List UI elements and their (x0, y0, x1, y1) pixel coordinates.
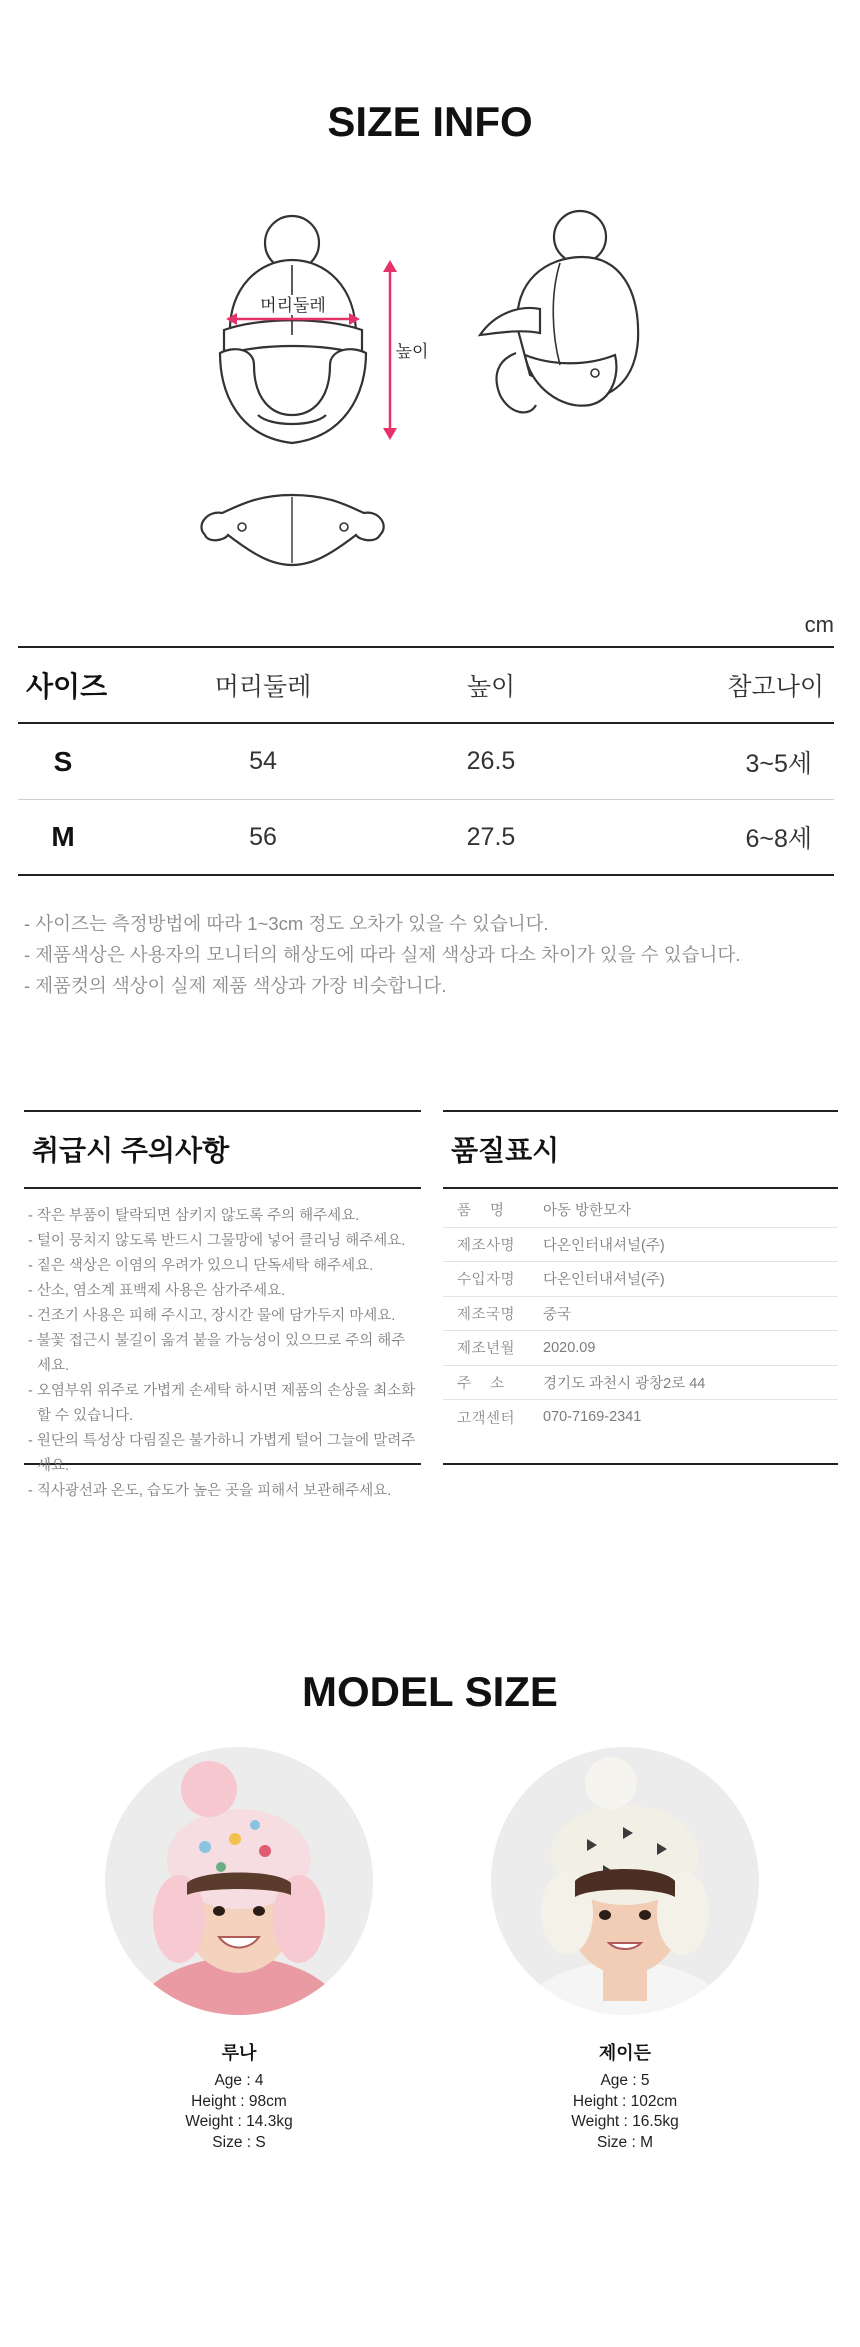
quality-key: 고객센터 (457, 1410, 516, 1427)
list-item: - 오염부위 위주로 가볍게 손세탁 하시면 제품의 손상을 최소화 할 수 있습니다. (28, 1383, 416, 1424)
model-weight: Weight : 16.5kg (571, 2113, 679, 2130)
model-size: Size : M (597, 2133, 653, 2151)
size-cell: S (53, 745, 73, 777)
quality-key: 제조사명 (457, 1237, 516, 1254)
table-row (443, 1331, 838, 1366)
care-title: 취급시 주의사항 (24, 1112, 421, 1189)
model-weight: Weight : 14.3kg (185, 2113, 293, 2130)
height-label: 높이 (395, 342, 429, 362)
hat-size-diagram (180, 205, 680, 575)
size-table-header (18, 646, 834, 724)
table-row (443, 1297, 838, 1332)
note-text: - 사이즈는 측정방법에 따라 1~3cm 정도 오차가 있을 수 있습니다. (24, 913, 549, 934)
header-height: 높이 (466, 673, 516, 701)
quality-value: 2020.09 (543, 1339, 596, 1356)
model-age: Age : 4 (214, 2072, 264, 2089)
size-notes (24, 908, 844, 1001)
height-cell: 26.5 (466, 747, 516, 775)
table-row (443, 1228, 838, 1263)
model-card-jayden (490, 1747, 760, 2153)
list-item: - 짙은 색상은 이염의 우려가 있으니 단독세탁 해주세요. (28, 1258, 374, 1274)
model-photo (491, 1747, 759, 2015)
quality-value: 다온인터내셔널(주) (543, 1272, 665, 1289)
list-item: - 원단의 특성상 다림질은 불가하니 가볍게 털어 그늘에 말려주세요. (28, 1433, 416, 1474)
size-table (18, 646, 834, 876)
model-height: Height : 102cm (572, 2092, 678, 2110)
height-cell: 27.5 (466, 822, 516, 851)
quality-key: 수입자명 (457, 1272, 516, 1289)
model-size-title: MODEL SIZE (302, 1668, 558, 1715)
model-card-luna (104, 1747, 374, 2153)
header-circumference: 머리둘레 (214, 673, 312, 701)
list-item: - 작은 부품이 탈락되면 삼키지 않도록 주의 해주세요. (28, 1208, 360, 1224)
quality-value: 경기도 과천시 광창2로 44 (543, 1375, 706, 1392)
size-cell: M (51, 821, 75, 852)
table-row (443, 1262, 838, 1297)
model-height: Height : 98cm (191, 2092, 287, 2110)
header-size: 사이즈 (26, 671, 108, 702)
quality-table (443, 1189, 838, 1465)
quality-key: 제조년월 (457, 1341, 516, 1358)
list-item: - 털이 뭉치지 않도록 반드시 그물망에 넣어 클리닝 해주세요. (28, 1233, 406, 1249)
quality-value: 아동 방한모자 (543, 1203, 632, 1220)
quality-key: 품명 (457, 1203, 524, 1220)
list-item: - 건조기 사용은 피해 주시고, 장시간 물에 담가두지 마세요. (28, 1308, 396, 1324)
quality-value: 중국 (543, 1306, 572, 1323)
age-cell: 3~5세 (745, 749, 812, 778)
model-photo (105, 1747, 373, 2015)
table-row (443, 1193, 838, 1228)
size-info-title: SIZE INFO (327, 98, 533, 145)
note-text: - 제품컷의 색상이 실제 제품 색상과 가장 비슷합니다. (24, 975, 447, 996)
quality-key: 주소 (457, 1375, 524, 1392)
care-list (24, 1189, 421, 1499)
model-name: 제이든 (598, 2043, 652, 2063)
list-item: - 산소, 염소계 표백제 사용은 삼가주세요. (28, 1283, 286, 1299)
header-age: 참고나이 (727, 673, 824, 701)
age-cell: 6~8세 (745, 825, 812, 853)
circumference-cell: 54 (249, 747, 277, 775)
table-row (18, 800, 834, 876)
model-size: Size : S (212, 2133, 266, 2151)
list-item: - 직사광선과 온도, 습도가 높은 곳을 피해서 보관해주세요. (28, 1483, 392, 1499)
table-row (443, 1400, 838, 1435)
unit-label: cm (804, 612, 834, 637)
table-row (443, 1366, 838, 1401)
quality-value: 070-7169-2341 (543, 1409, 642, 1426)
model-age: Age : 5 (600, 2072, 650, 2089)
quality-title: 품질표시 (443, 1112, 838, 1189)
list-item: - 불꽃 접근시 불길이 옮겨 붙을 가능성이 있으므로 주의 해주세요. (28, 1333, 406, 1374)
note-text: - 제품색상은 사용자의 모니터의 해상도에 따라 실제 색상과 다소 차이가 있을 수 있습니다. (24, 944, 741, 965)
care-panel (24, 1110, 421, 1499)
circumference-cell: 56 (249, 822, 277, 851)
model-name: 루나 (221, 2043, 257, 2063)
circumference-label: 머리둘레 (260, 296, 326, 316)
table-row (18, 724, 834, 800)
quality-key: 제조국명 (457, 1306, 516, 1323)
quality-panel (443, 1110, 838, 1465)
quality-value: 다온인터내셔널(주) (543, 1237, 665, 1254)
